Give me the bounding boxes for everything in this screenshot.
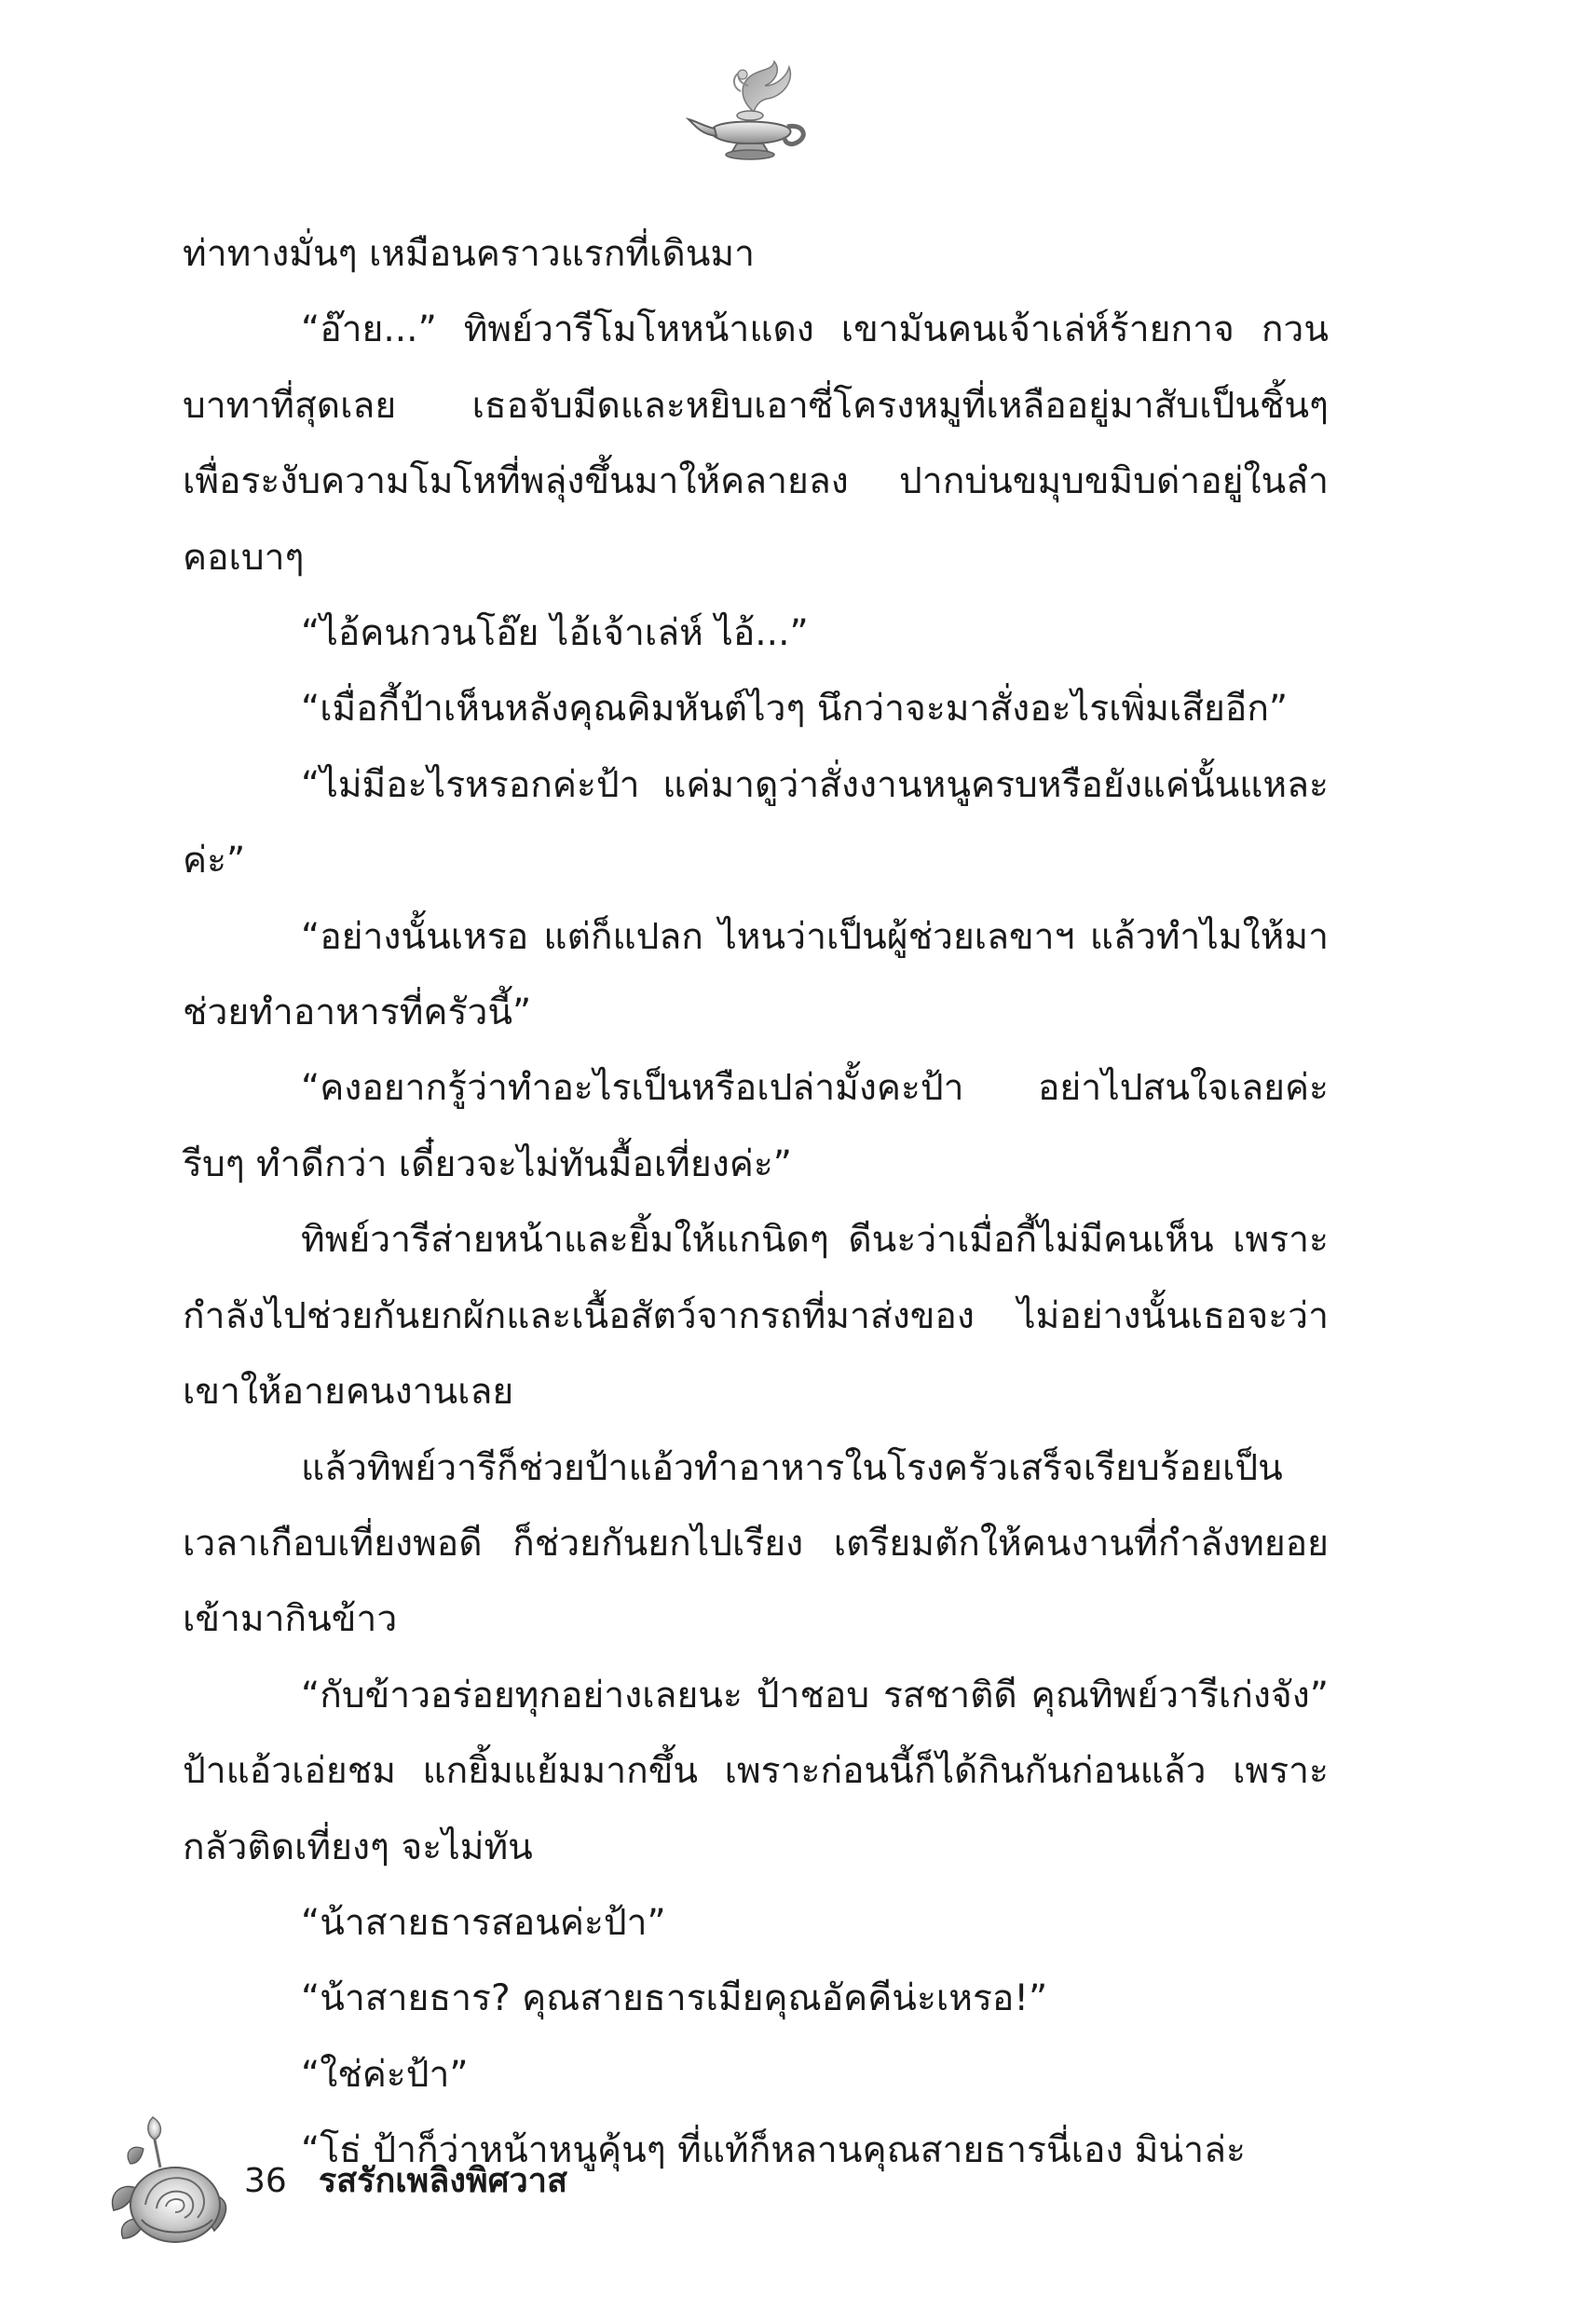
paragraph: “ใช่ค่ะป้า” (301, 2053, 469, 2096)
paragraph: “คงอยากรู้ว่าทำอะไรเป็นหรือเปล่ามั้งคะป้า อย่าไปสนใจเลยค่ะ รีบๆ ทำดีกว่า เดี๋ยวจะไม่ทันมื้อเที่ยงค่ะ” (183, 1067, 1329, 1185)
paragraph: “เมื่อกี้ป้าเห็นหลังคุณคิมหันต์ไวๆ นึกว่าจะมาสั่งอะไรเพิ่มเสียอีก” (301, 688, 1289, 731)
page-number: 36 (244, 2162, 287, 2200)
paragraph: “น้าสายธารสอนค่ะป้า” (301, 1901, 666, 1944)
paragraph: “น้าสายธาร? คุณสายธารเมียคุณอัคคีน่ะเหรอ!” (301, 1977, 1048, 2020)
paragraph: “โธ่ ป้าก็ว่าหน้าหนูคุ้นๆ ที่แท้ก็หลานคุณสายธารนี่เอง มิน่าล่ะ (301, 2129, 1246, 2172)
genie-lamp-icon (685, 54, 815, 164)
paragraph: “ไอ้คนกวนโอ๊ย ไอ้เจ้าเล่ห์ ไอ้...” (301, 612, 809, 655)
paragraph: “อ๊าย...” ทิพย์วารีโมโหหน้าแดง เขามันคนเจ้าเล่ห์ร้ายกาจ กวนบาทาที่สุดเลย เธอจับมีดและหยิบเอาซี่โครงหมูที่เหลืออยู่มาสับเป็นชิ้นๆ เพื่อระงับความโมโหที่พลุ่งขึ้นมาให้คลายลง ปากบ่นขมุบขมิบด่าอยู่ในลำคอเบาๆ (183, 308, 1329, 579)
book-title: รสรักเพลิงพิศวาส (318, 2162, 567, 2200)
paragraph: “กับข้าวอร่อยทุกอย่างเลยนะ ป้าชอบ รสชาติดี คุณทิพย์วารีเก่งจัง” ป้าแอ้วเอ่ยชม แกยิ้มแย้มมากขึ้น เพราะก่อนนี้ก็ได้กินกันก่อนแล้ว เพราะกลัวติดเที่ยงๆ จะไม่ทัน (183, 1674, 1329, 1868)
paragraph: “ไม่มีอะไรหรอกค่ะป้า แค่มาดูว่าสั่งงานหนูครบหรือยังแค่นั้นแหละค่ะ” (183, 763, 1329, 882)
page-footer (244, 2154, 567, 2209)
paragraph: แล้วทิพย์วารีก็ช่วยป้าแอ้วทำอาหารในโรงครัวเสร็จเรียบร้อยเป็นเวลาเกือบเที่ยงพอดี ก็ช่วยกันยกไปเรียง เตรียมตักให้คนงานที่กำลังทยอยเข้ามากินข้าว (183, 1446, 1329, 1641)
paragraph: ทิพย์วารีส่ายหน้าและยิ้มให้แกนิดๆ ดีนะว่าเมื่อกี้ไม่มีคนเห็น เพราะกำลังไปช่วยกันยกผักและเนื้อสัตว์จากรถที่มาส่งของ ไม่อย่างนั้นเธอจะว่าเขาให้อายคนงานเลย (183, 1219, 1329, 1414)
body-text (183, 216, 1329, 2189)
paragraph: ท่าทางมั่นๆ เหมือนคราวแรกที่เดินมา (183, 233, 755, 275)
paragraph: “อย่างนั้นเหรอ แต่ก็แปลก ไหนว่าเป็นผู้ช่วยเลขาฯ แล้วทำไมให้มาช่วยทำอาหารที่ครัวนี้” (183, 915, 1329, 1034)
rose-icon (104, 2108, 235, 2248)
